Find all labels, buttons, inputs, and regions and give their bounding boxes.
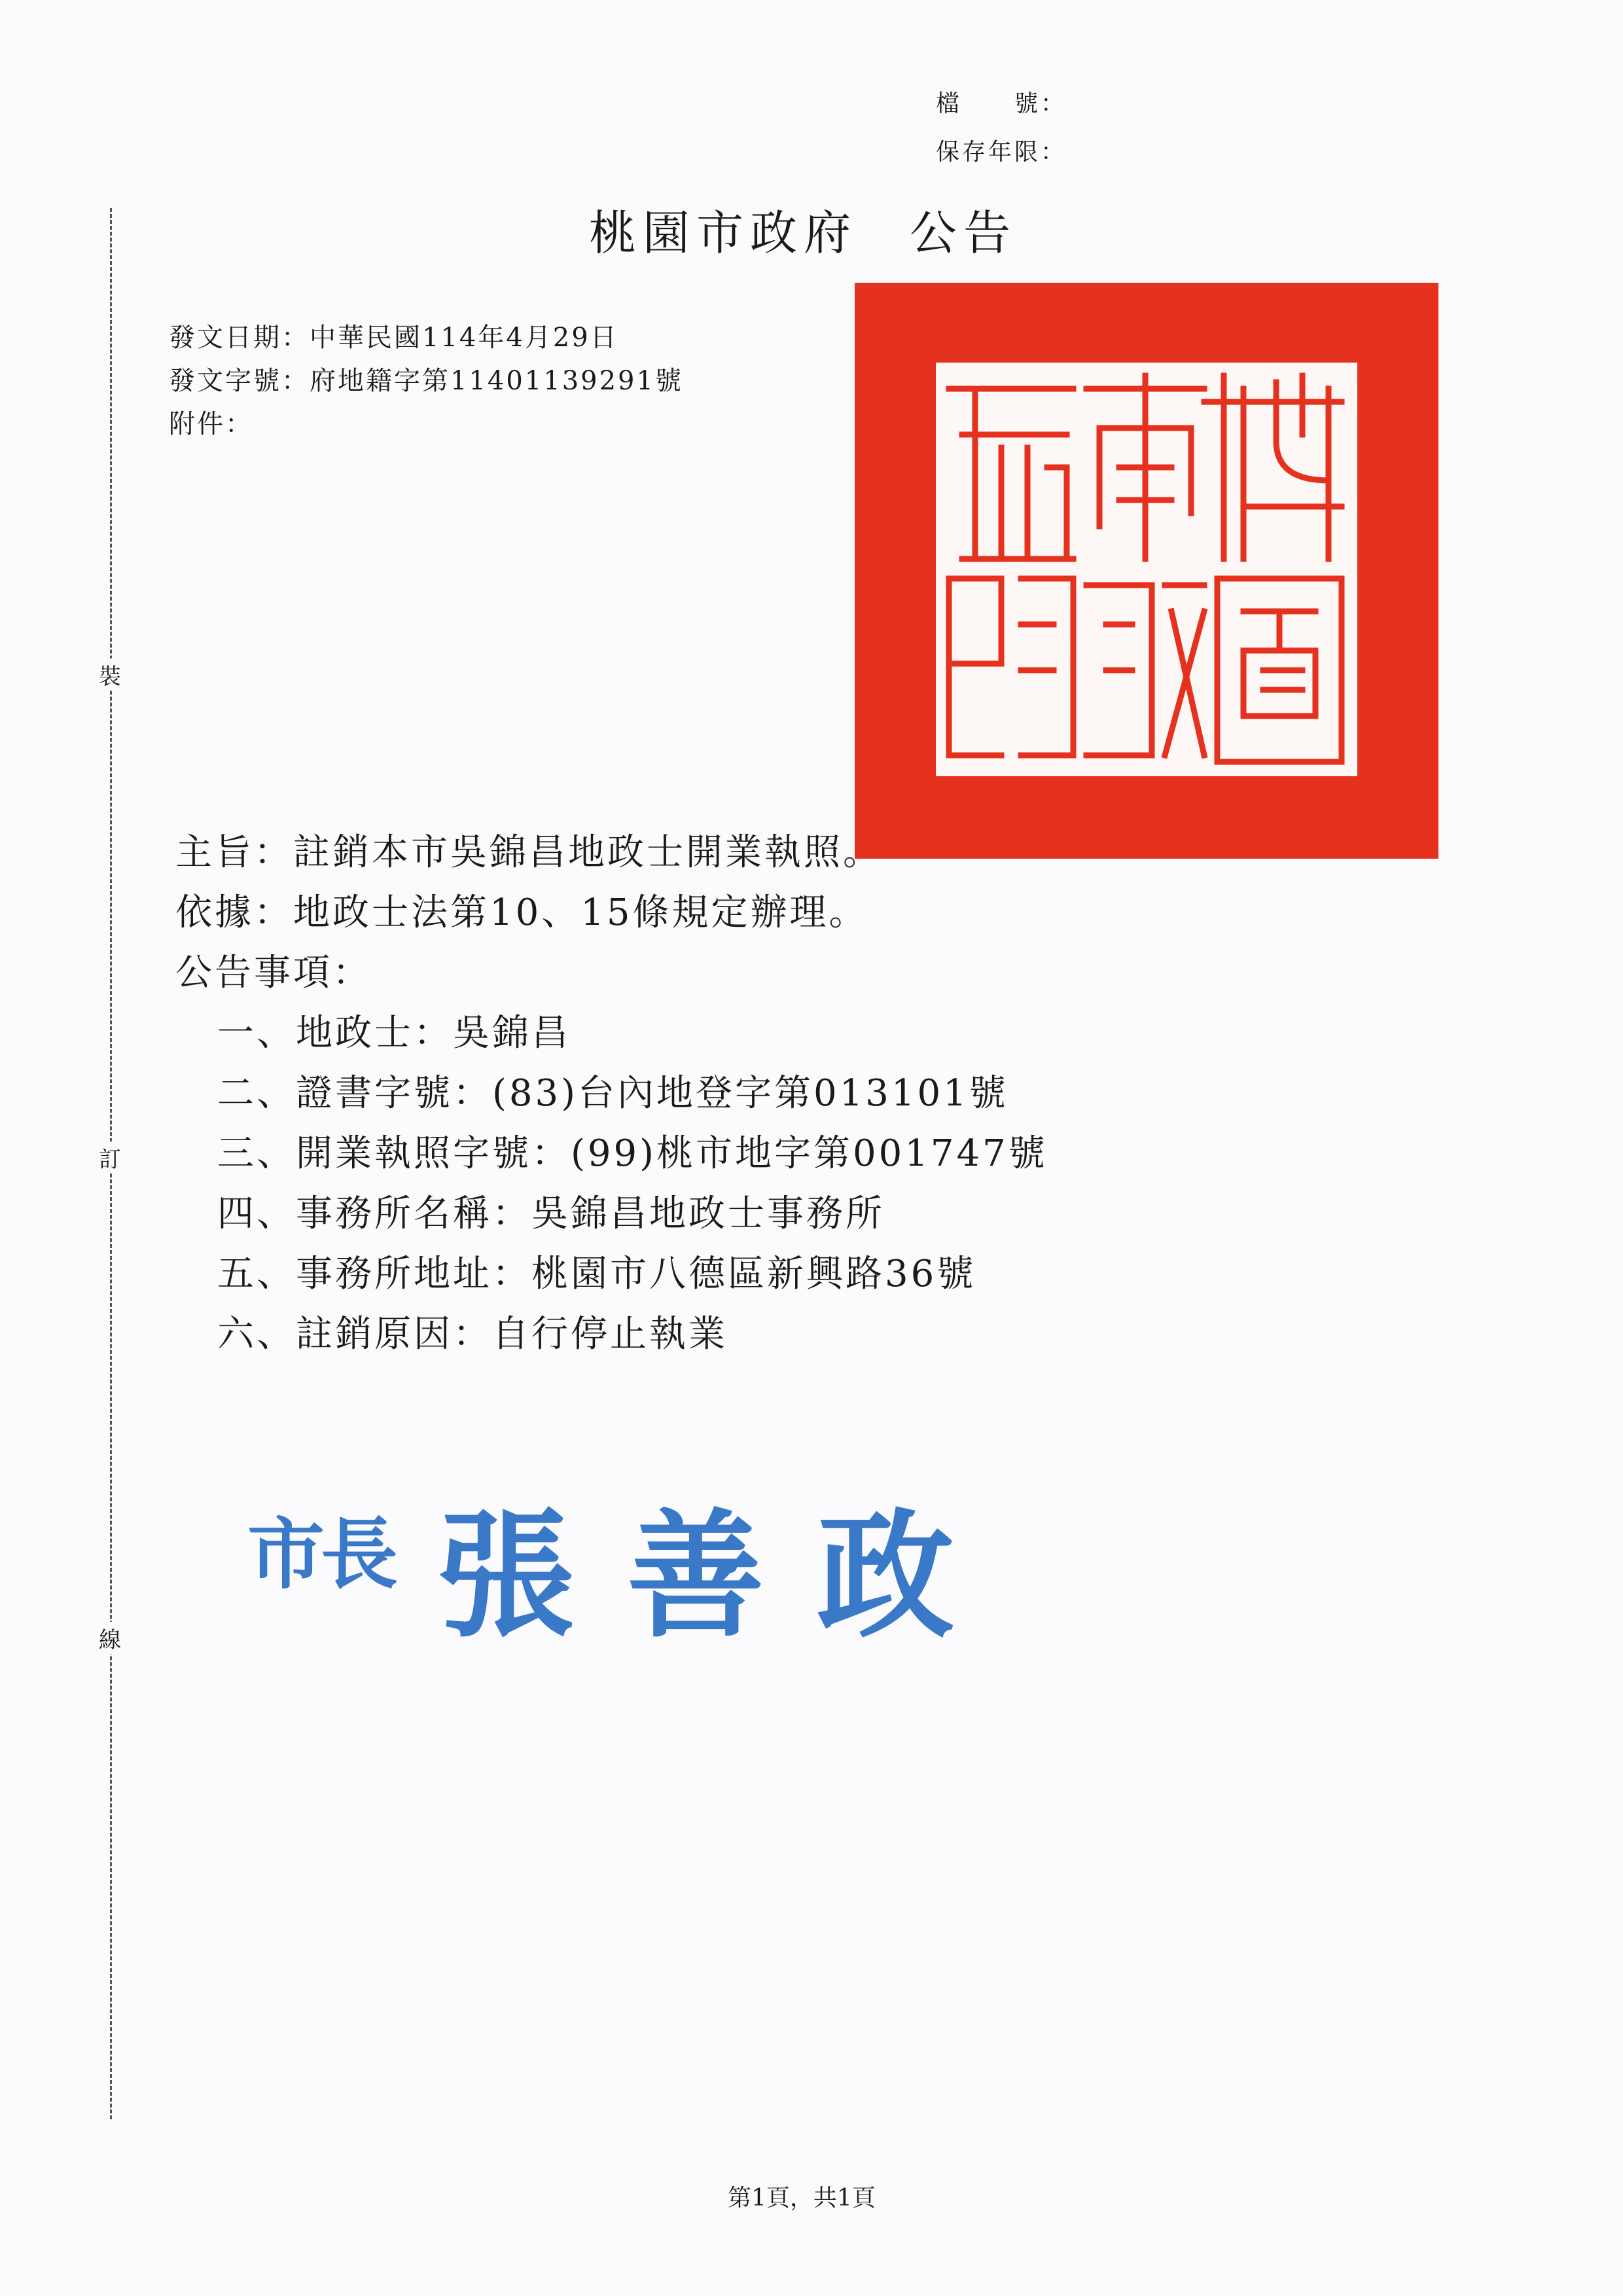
issue-date: 發文日期：中華民國114年4月29日 (169, 323, 618, 353)
official-seal (855, 283, 1438, 859)
mayor-name-char-3: 政 (817, 1495, 955, 1657)
file-number-label: 檔 號： (936, 90, 1067, 117)
announcement-item-6: 六、註銷原因：自行停止執業 (217, 1313, 728, 1355)
mayor-name-char-2: 善 (627, 1495, 765, 1657)
announcement-item-3: 三、開業執照字號：(99)桃市地字第001747號 (217, 1132, 1048, 1175)
page-number: 第1頁，共1頁 (728, 2185, 876, 2212)
announcement-item-1: 一、地政士：吳錦昌 (217, 1012, 571, 1054)
mayor-title: 市長 (247, 1509, 395, 1600)
basis-line: 依據：地政士法第10、15條規定辦理。 (175, 891, 868, 934)
retention-period-label: 保存年限： (936, 139, 1067, 166)
mayor-name-char-1: 張 (437, 1495, 575, 1657)
subject-line: 主旨：註銷本市吳錦昌地政士開業執照。 (175, 831, 882, 874)
announcement-item-5: 五、事務所地址：桃園市八德區新興路36號 (217, 1253, 976, 1295)
announcement-item-2: 二、證書字號：(83)台內地登字第013101號 (217, 1072, 1008, 1115)
binding-mark-ding: 訂 (97, 1141, 123, 1174)
document-type: 公告 (910, 206, 1018, 260)
mayor-signature-stamp (247, 1440, 1059, 1657)
document-title (589, 195, 1017, 263)
issuing-organization: 桃園市政府 (589, 206, 858, 260)
items-heading: 公告事項： (175, 952, 372, 994)
reference-number: 發文字號：府地籍字第11401139291號 (169, 366, 683, 396)
announcement-item-4: 四、事務所名稱：吳錦昌地政士事務所 (217, 1193, 885, 1235)
binding-mark-zhuang: 裝 (97, 658, 123, 691)
seal-script-glyphs (936, 363, 1357, 776)
seal-inner-field (936, 363, 1357, 776)
binding-mark-xian: 線 (97, 1622, 123, 1654)
attachment-label: 附件： (169, 409, 253, 439)
